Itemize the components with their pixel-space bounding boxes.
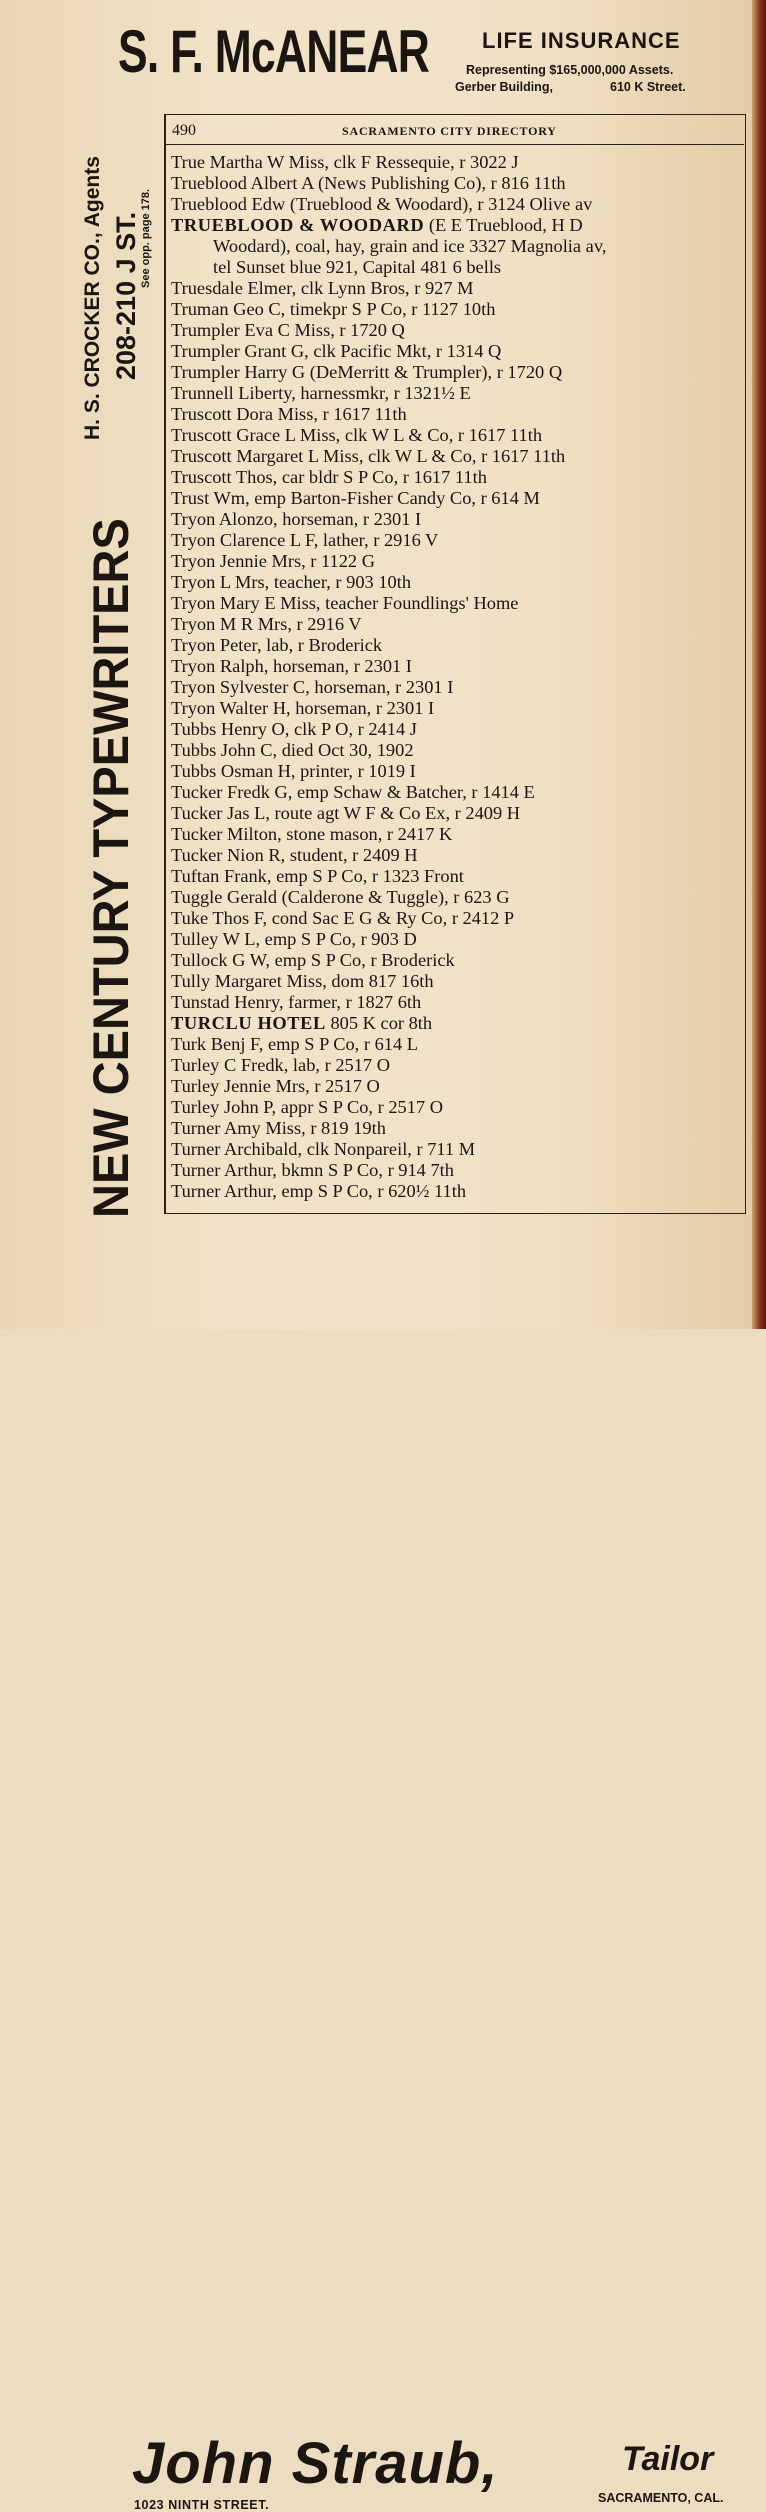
directory-entry: Tryon Mary E Miss, teacher Foundlings' Home xyxy=(171,593,519,613)
directory-entry: Tryon Walter H, horseman, r 2301 I xyxy=(171,698,435,718)
directory-entry: Trueblood Edw (Trueblood & Woodard), r 3124 Olive av xyxy=(171,194,593,214)
directory-entry: Trust Wm, emp Barton-Fisher Candy Co, r 614 M xyxy=(171,488,540,508)
directory-entry: Tryon M R Mrs, r 2916 V xyxy=(171,614,362,634)
side-ad-address: 208-210 J ST. xyxy=(111,211,141,380)
directory-entry: Tullock G W, emp S P Co, r Broderick xyxy=(171,950,455,970)
page-number: 490 xyxy=(172,122,196,139)
page-header xyxy=(166,118,744,145)
directory-entry: Truscott Dora Miss, r 1617 11th xyxy=(171,404,407,424)
directory-entry: Tuftan Frank, emp S P Co, r 1323 Front xyxy=(171,866,464,886)
directory-entry: Tully Margaret Miss, dom 817 16th xyxy=(171,971,434,991)
directory-entry: Tryon Clarence L F, lather, r 2916 V xyxy=(171,530,439,550)
top-advertisement xyxy=(0,0,766,112)
directory-entry: Tubbs John C, died Oct 30, 1902 xyxy=(171,740,414,760)
directory-entry: Turner Amy Miss, r 819 19th xyxy=(171,1118,386,1138)
directory-entry: Turner Archibald, clk Nonpareil, r 711 M xyxy=(171,1139,476,1159)
tailor-address: 1023 NINTH STREET. xyxy=(134,2498,270,2512)
directory-entry: Tryon Alonzo, horseman, r 2301 I xyxy=(171,509,422,529)
advertiser-building: Gerber Building, xyxy=(455,80,553,94)
book-edge xyxy=(752,0,766,1329)
directory-entry: Tucker Jas L, route agt W F & Co Ex, r 2409 H xyxy=(171,803,521,823)
directory-entry: Tuggle Gerald (Calderone & Tuggle), r 623 G xyxy=(171,887,510,907)
tailor-name: John Straub, xyxy=(132,2431,499,2496)
directory-entry: Tunstad Henry, farmer, r 1827 6th xyxy=(171,992,422,1012)
business-details: (E E Trueblood, H D xyxy=(424,215,583,235)
directory-entry xyxy=(171,1013,746,1034)
tailor-city: SACRAMENTO, CAL. xyxy=(598,2491,724,2505)
directory-entry: Tubbs Henry O, clk P O, r 2414 J xyxy=(171,719,417,739)
directory-entry xyxy=(171,215,746,236)
directory-entry: Trumpler Grant G, clk Pacific Mkt, r 1314 Q xyxy=(171,341,502,361)
page-title: SACRAMENTO CITY DIRECTORY xyxy=(342,124,557,138)
directory-entry: Tryon Sylvester C, horseman, r 2301 I xyxy=(171,677,454,697)
directory-entry: Truscott Grace L Miss, clk W L & Co, r 1617 11th xyxy=(171,425,543,445)
advertiser-street: 610 K Street. xyxy=(610,80,686,94)
directory-entry: Tulley W L, emp S P Co, r 903 D xyxy=(171,929,417,949)
directory-entry: Trumpler Harry G (DeMerritt & Trumpler), r 1720 Q xyxy=(171,362,563,382)
directory-listing xyxy=(171,152,746,1202)
directory-entry: Woodard), coal, hay, grain and ice 3327 Magnolia av, xyxy=(213,236,607,256)
directory-entry: Turley Jennie Mrs, r 2517 O xyxy=(171,1076,380,1096)
directory-entry: Truscott Margaret L Miss, clk W L & Co, r 1617 11th xyxy=(171,446,566,466)
business-name: TRUEBLOOD & WOODARD xyxy=(171,215,425,235)
directory-entry: Tucker Milton, stone mason, r 2417 K xyxy=(171,824,453,844)
directory-entry: Turley John P, appr S P Co, r 2517 O xyxy=(171,1097,443,1117)
advertiser-headline: LIFE INSURANCE xyxy=(482,28,681,53)
directory-entry: Turk Benj F, emp S P Co, r 614 L xyxy=(171,1034,419,1054)
tailor-trade: Tailor xyxy=(622,2440,714,2478)
directory-entry: tel Sunset blue 921, Capital 481 6 bells xyxy=(213,257,502,277)
directory-entry: Tucker Nion R, student, r 2409 H xyxy=(171,845,418,865)
bottom-advertisement xyxy=(0,1214,766,2512)
directory-entry: Tuke Thos F, cond Sac E G & Ry Co, r 2412 P xyxy=(171,908,515,928)
directory-entry: Trumpler Eva C Miss, r 1720 Q xyxy=(171,320,405,340)
directory-entry: Turley C Fredk, lab, r 2517 O xyxy=(171,1055,390,1075)
directory-entry: Truman Geo C, timekpr S P Co, r 1127 10th xyxy=(171,299,496,319)
side-ad-agents: H. S. CROCKER CO., Agents xyxy=(81,156,104,440)
side-ad-main xyxy=(83,474,139,1218)
directory-entry: Trueblood Albert A (News Publishing Co), r 816 11th xyxy=(171,173,566,193)
directory-entry: Tryon L Mrs, teacher, r 903 10th xyxy=(171,572,412,592)
side-ad-note: See opp. page 178. xyxy=(140,188,152,288)
directory-entry: Tucker Fredk G, emp Schaw & Batcher, r 1414 E xyxy=(171,782,535,802)
advertiser-name: S. F. McANEAR xyxy=(118,18,430,85)
directory-entry: Tryon Jennie Mrs, r 1122 G xyxy=(171,551,376,571)
directory-entry: Tryon Peter, lab, r Broderick xyxy=(171,635,383,655)
directory-entry: Turner Arthur, emp S P Co, r 620½ 11th xyxy=(171,1181,467,1201)
directory-entry: Trunnell Liberty, harnessmkr, r 1321½ E xyxy=(171,383,471,403)
directory-entry: Tubbs Osman H, printer, r 1019 I xyxy=(171,761,416,781)
business-details: 805 K cor 8th xyxy=(325,1013,433,1033)
directory-entry: True Martha W Miss, clk F Ressequie, r 3022 J xyxy=(171,152,519,172)
advertiser-assets: Representing $165,000,000 Assets. xyxy=(466,63,674,77)
directory-entry: Truscott Thos, car bldr S P Co, r 1617 11th xyxy=(171,467,487,487)
directory-entry: Tryon Ralph, horseman, r 2301 I xyxy=(171,656,412,676)
directory-entry: Turner Arthur, bkmn S P Co, r 914 7th xyxy=(171,1160,454,1180)
directory-entry: Truesdale Elmer, clk Lynn Bros, r 927 M xyxy=(171,278,474,298)
business-name: TURCLU HOTEL xyxy=(171,1013,326,1033)
side-ad-main-text: NEW CENTURY TYPEWRITERS xyxy=(83,518,139,1218)
